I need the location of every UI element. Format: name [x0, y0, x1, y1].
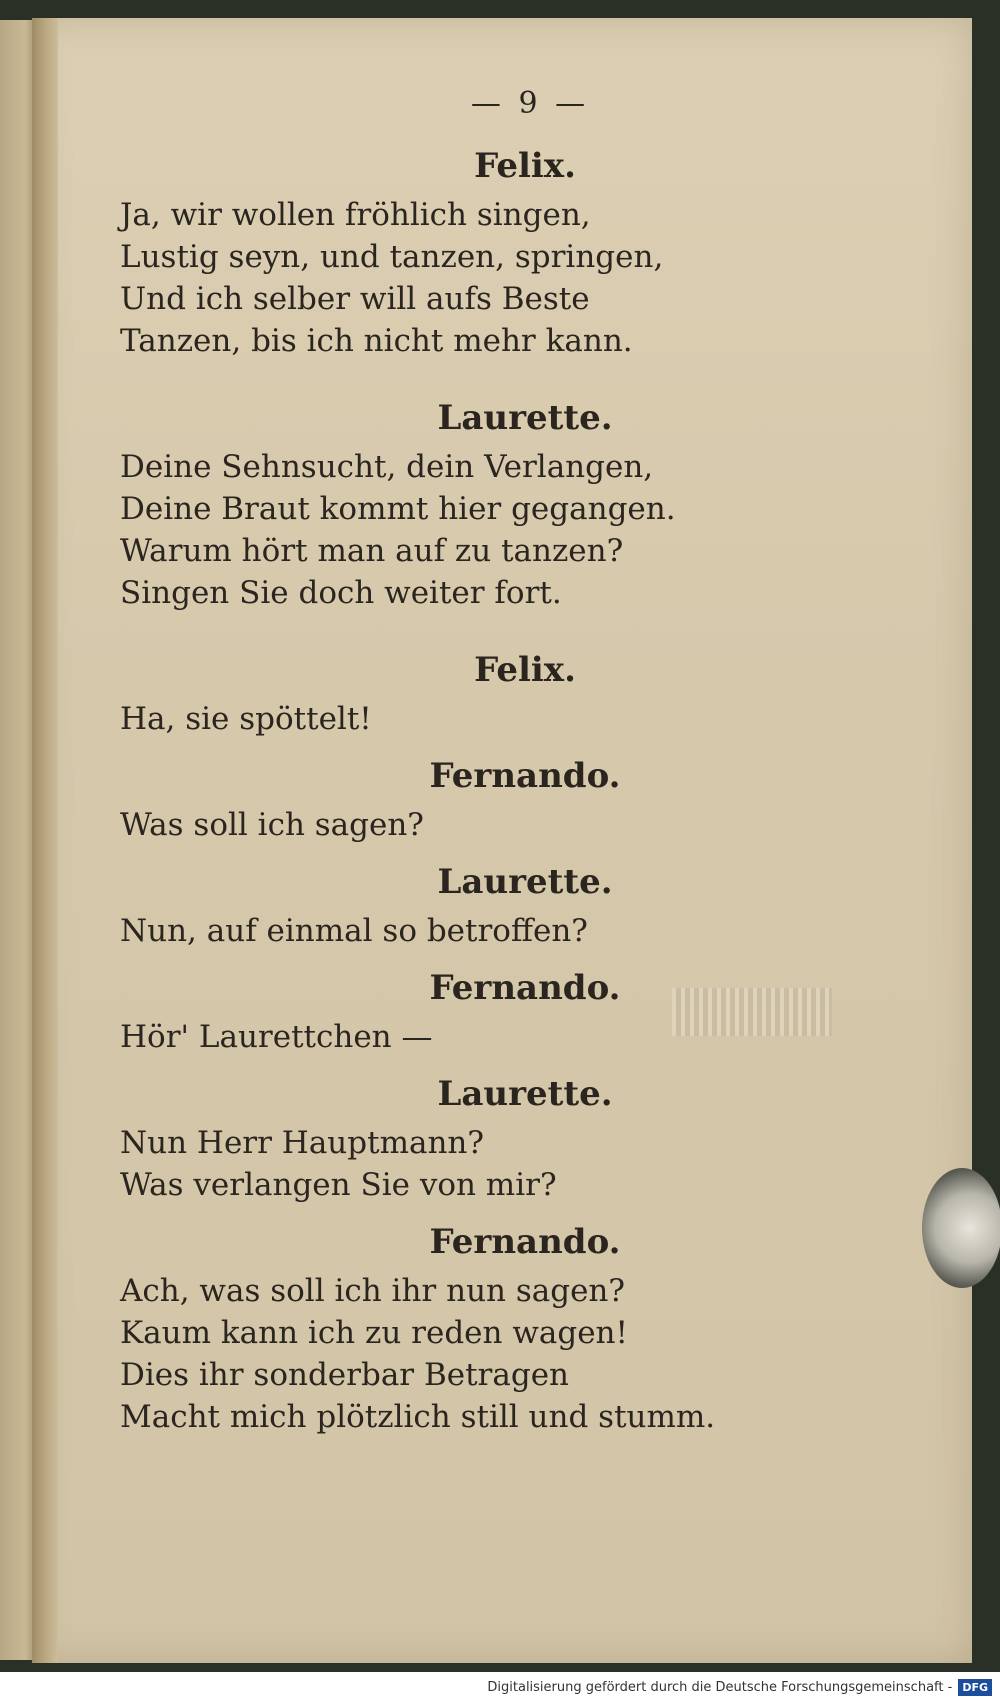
verse-line: Kaum kann ich zu reden wagen! — [120, 1315, 628, 1351]
verse-line: Was soll ich sagen? — [120, 807, 424, 843]
speaker-name: Felix. — [474, 650, 576, 690]
dialogue-block — [120, 138, 880, 362]
digitization-footer — [0, 1672, 1000, 1702]
verse-line: Ach, was soll ich ihr nun sagen? — [120, 1273, 626, 1309]
speaker-name: Fernando. — [429, 756, 621, 796]
verse-line: Singen Sie doch weiter fort. — [120, 575, 562, 611]
verse-line: Dies ihr sonderbar Betragen — [120, 1357, 570, 1393]
verse-line: Was verlangen Sie von mir? — [120, 1167, 557, 1203]
dialogue-block — [120, 1066, 880, 1206]
verse-line: Ha, sie spöttelt! — [120, 701, 372, 737]
verse-line: Tanzen, bis ich nicht mehr kann. — [120, 323, 633, 359]
verse-line: Nun, auf einmal so betroffen? — [120, 913, 588, 949]
verse-line: Ja, wir wollen fröhlich singen, — [120, 197, 591, 233]
speaker-name: Felix. — [474, 146, 576, 186]
verse-line: Lustig seyn, und tanzen, springen, — [120, 239, 664, 275]
speaker-name: Laurette. — [437, 1074, 613, 1114]
speaker-name: Laurette. — [437, 398, 613, 438]
dialogue-block — [120, 748, 880, 846]
verse-line: Deine Sehnsucht, dein Verlangen, — [120, 449, 654, 485]
speaker-name: Fernando. — [429, 1222, 621, 1262]
verse-line: Nun Herr Hauptmann? — [120, 1125, 484, 1161]
page-number: — 9 — — [470, 86, 590, 121]
dialogue-block — [120, 642, 880, 740]
page-text — [120, 86, 880, 1466]
verse-line: Warum hört man auf zu tanzen? — [120, 533, 624, 569]
verse-line: Und ich selber will aufs Beste — [120, 281, 590, 317]
dialogue-block — [120, 854, 880, 952]
dialogue-block — [120, 390, 880, 614]
speaker-name: Laurette. — [437, 862, 613, 902]
book-spine — [32, 18, 58, 1663]
footer-credit: Digitalisierung gefördert durch die Deutsche Forschungsgemeinschaft - — [487, 1679, 953, 1695]
speaker-name: Fernando. — [429, 968, 621, 1008]
dialogue-block — [120, 1214, 880, 1438]
dialogue-block — [120, 960, 880, 1058]
dfg-logo: DFG — [958, 1679, 992, 1696]
verse-line: Macht mich plötzlich still und stumm. — [120, 1399, 716, 1435]
verse-line: Deine Braut kommt hier gegangen. — [120, 491, 676, 527]
verse-line: Hör' Laurettchen — — [120, 1019, 433, 1055]
book-clasp — [922, 1168, 1000, 1288]
